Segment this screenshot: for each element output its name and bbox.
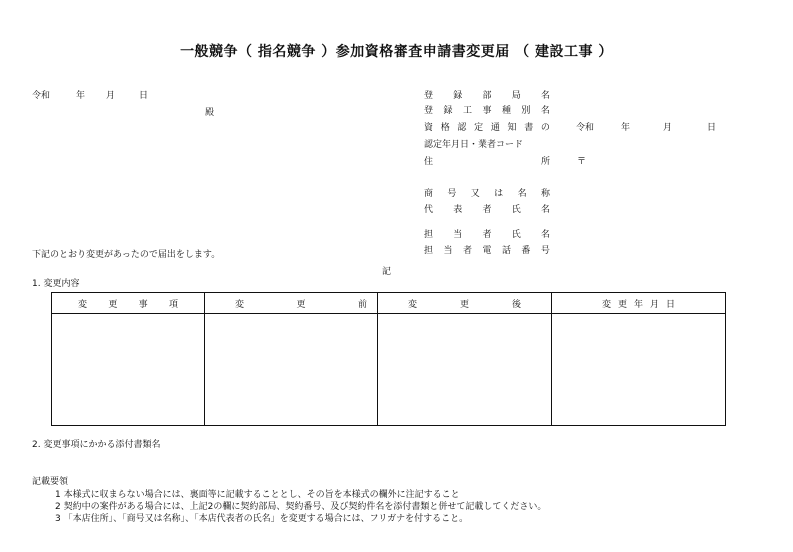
cell-before[interactable] xyxy=(205,314,378,426)
header-change-date: 変 更 年 月 日 xyxy=(552,293,726,314)
contact-person-label: 担 当 者 氏 名 xyxy=(424,230,550,240)
cell-after[interactable] xyxy=(378,314,552,426)
note-item: 1 本様式に収まらない場合には、裏面等に記載することとし、その旨を本様式の欄外に注記すること xyxy=(55,490,460,500)
cert-year: 年 xyxy=(621,123,631,133)
section2-label: 2. 変更事項にかかる添付書類名 xyxy=(32,440,161,450)
cell-change-item[interactable] xyxy=(52,314,205,426)
addressee-suffix: 殿 xyxy=(205,108,215,118)
representative-label: 代 表 者 氏 名 xyxy=(424,205,550,215)
intro-text: 下記のとおり変更があったので届出をします。 xyxy=(32,250,221,260)
registration-work-type-label: 登 録 工 事 種 別 名 xyxy=(424,106,550,116)
header-after: 変 更 後 xyxy=(378,293,552,314)
submission-era: 令和 xyxy=(32,91,51,101)
note-item: 2 契約中の案件がある場合には、上記2の欄に契約部局、契約番号、及び契約件名を添付書類と併せて記載してください。 xyxy=(55,502,547,512)
registration-bureau-label: 登 録 部 局 名 xyxy=(424,91,550,101)
section1-label: 1. 変更内容 xyxy=(32,279,80,289)
trade-name-label: 商 号 又 は 名 称 xyxy=(424,189,550,199)
certification-label-line2: 認定年月日・業者コード xyxy=(424,140,524,150)
changes-header-row xyxy=(52,293,726,314)
notes-heading: 記載要領 xyxy=(32,477,69,487)
ki-heading: 記 xyxy=(382,267,392,277)
cert-era: 令和 xyxy=(576,123,595,133)
cert-day: 日 xyxy=(707,123,717,133)
address-label: 住 所 xyxy=(424,157,550,167)
header-change-item: 変 更 事 項 xyxy=(52,293,205,314)
changes-entry-row xyxy=(52,314,726,426)
cell-change-date[interactable] xyxy=(552,314,726,426)
submission-year: 年 xyxy=(76,91,86,101)
cert-month: 月 xyxy=(663,123,673,133)
postal-mark: 〒 xyxy=(577,157,587,167)
contact-phone-label: 担 当 者 電 話 番 号 xyxy=(424,246,550,256)
submission-month: 月 xyxy=(106,91,116,101)
submission-day: 日 xyxy=(139,91,149,101)
form-title: 一般競争（ 指名競争 ）参加資格審査申請書変更届 （ 建設工事 ） xyxy=(180,44,613,60)
note-item: 3 「本店住所」、「商号又は名称」、「本店代表者の氏名」を変更する場合には、フリガナを付すること。 xyxy=(55,514,469,524)
header-before: 変 更 前 xyxy=(205,293,378,314)
certification-label-line1: 資 格 認 定 通 知 書 の xyxy=(424,123,550,133)
changes-table xyxy=(51,292,726,426)
